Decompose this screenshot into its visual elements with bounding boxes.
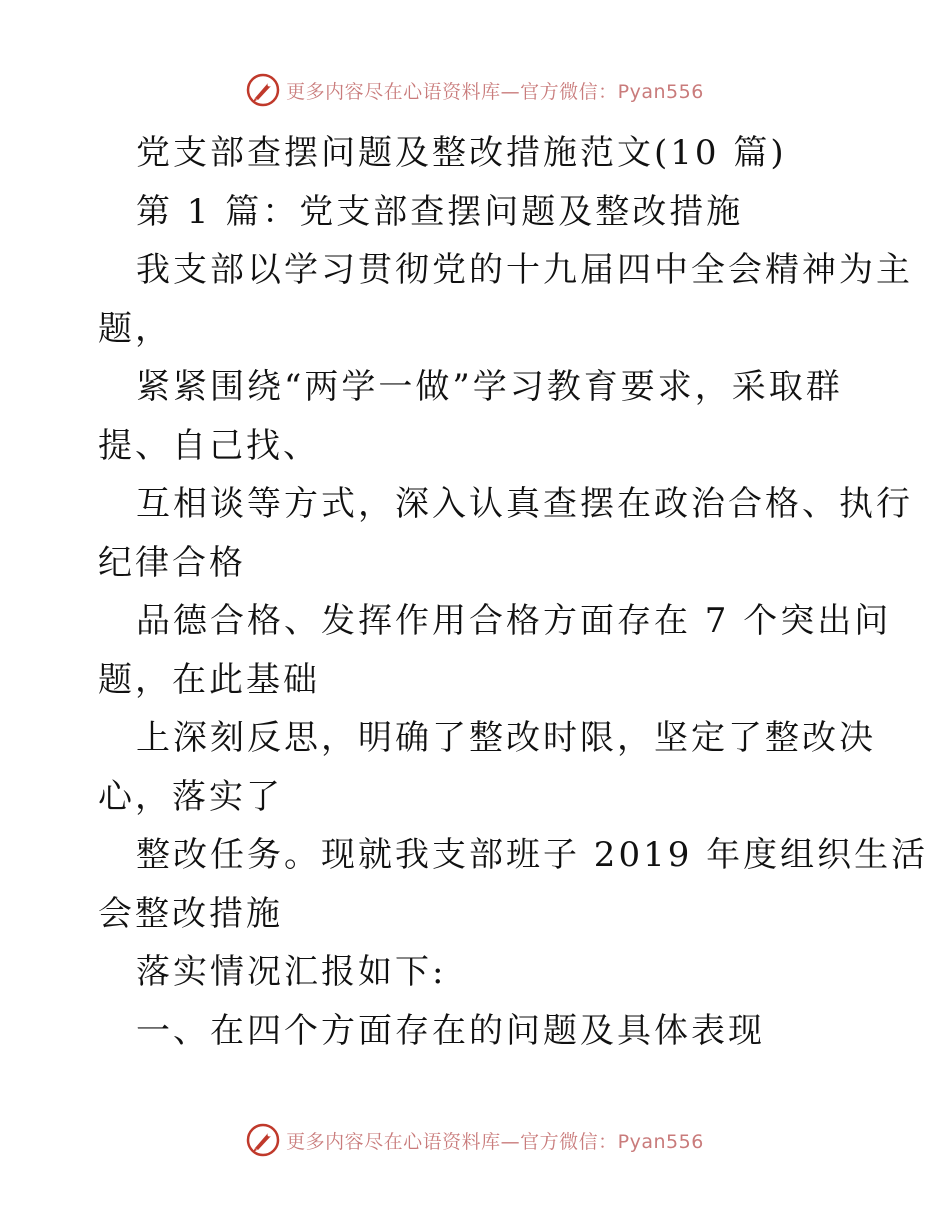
section-heading: 第 1 篇：党支部查摆问题及整改措施 [136, 191, 744, 232]
document-body [98, 124, 929, 1060]
pen-quill-logo-icon [246, 73, 280, 107]
paragraph-line: 我支部以学习贯彻党的十九届四中全会精神为主 [136, 250, 913, 290]
paragraph-line: 互相谈等方式，深入认真查摆在政治合格、执行 [136, 484, 913, 524]
watermark-text: 更多内容尽在心语资料库—官方微信：Pyan556 [286, 80, 704, 103]
section-subheading: 一、在四个方面存在的问题及具体表现 [136, 1010, 765, 1051]
header-watermark [0, 72, 950, 108]
paragraph-line: 品德合格、发挥作用合格方面存在 7 个突出问 [136, 601, 892, 641]
paragraph-line: 题，在此基础 [98, 659, 320, 700]
paragraph-line: 整改任务。现就我支部班子 2019 年度组织生活 [136, 835, 929, 875]
paragraph-line: 上深刻反思，明确了整改时限，坚定了整改决 [136, 718, 876, 758]
watermark-text: 更多内容尽在心语资料库—官方微信：Pyan556 [286, 1130, 704, 1153]
document-title: 党支部查摆问题及整改措施范文(10 篇) [136, 133, 787, 173]
paragraph-line: 提、自己找、 [98, 425, 320, 466]
paragraph-line: 纪律合格 [98, 542, 246, 583]
paragraph-line: 紧紧围绕“两学一做”学习教育要求，采取群 [136, 367, 843, 407]
pen-quill-logo-icon [246, 1123, 280, 1157]
paragraph-line: 会整改措施 [98, 893, 283, 934]
paragraph-line: 落实情况汇报如下: [136, 952, 447, 992]
paragraph-line: 心，落实了 [98, 776, 283, 817]
footer-watermark [0, 1122, 950, 1158]
paragraph-line: 题， [98, 308, 172, 349]
